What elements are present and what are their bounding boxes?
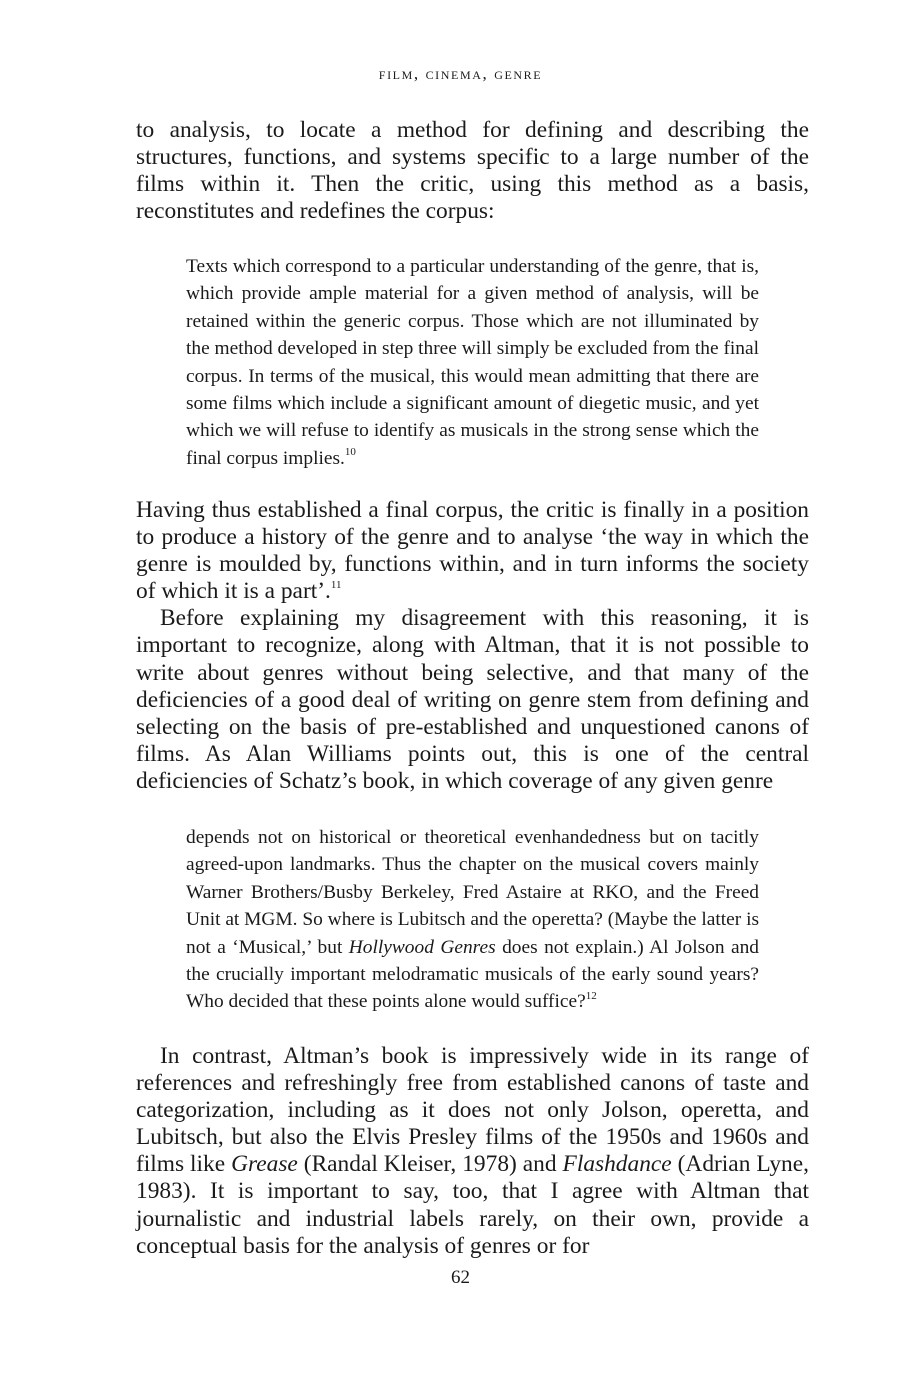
book-title-italic: Hollywood Genres bbox=[348, 936, 496, 958]
paragraph-text-end: (Adrian Lyne, 1983). It is important to say, too, that I agree with Altman that journalistic and industrial labels rarely, on their own, provide a conceptual basis for the analysis of genres or for bbox=[136, 1151, 809, 1259]
block-quote-williams bbox=[186, 824, 759, 1016]
paragraph-contrast bbox=[136, 1043, 809, 1260]
block-quote-altman bbox=[186, 253, 759, 472]
film-title-flashdance: Flashdance bbox=[562, 1151, 672, 1178]
footnote-ref-10: 10 bbox=[344, 446, 356, 459]
page-number: 62 bbox=[451, 1267, 470, 1288]
paragraph-text: In contrast, Altman’s book is impressively wide in its range of references and refreshingly free from established canons of taste and categorization, including as it does not only Jolson, operetta, and Lubitsch, but also the Elvis Presley films of the 1950s and 1960s and films like bbox=[136, 1043, 809, 1178]
paragraph-text: Having thus established a final corpus, the critic is finally in a position to produce a history of the genre and to analyse ‘the way in which the genre is moulded by, functions within, and in turn informs the society of which it is a part’. bbox=[136, 497, 809, 605]
block-quote-text-cont: does not explain.) Al Jolson and the crucially important melodramatic musicals of the early sound years? Who decided that these points alone would suffice? bbox=[186, 936, 759, 1013]
block-quote-text: Texts which correspond to a particular understanding of the genre, that is, which provide ample material for a given method of analysis, will be retained within the generic corpus. Those which are not illuminated by the method developed in step three will simply be excluded from the final corpus. In terms of the musical, this would mean admitting that there are some films which include a significant amount of diegetic music, and yet which we will refuse to identify as musicals in the strong sense which the final corpus implies. bbox=[186, 256, 759, 469]
paragraph-final-corpus bbox=[136, 497, 809, 795]
paragraph-text: to analysis, to locate a method for defining and describing the structures, functions, and systems specific to a large number of the films within it. Then the critic, using this method as a basis, reconstitutes and redefines the corpus: bbox=[136, 117, 809, 225]
footnote-ref-11: 11 bbox=[330, 579, 342, 592]
running-head: film, cinema, genre bbox=[378, 64, 543, 83]
paragraph-disagreement: Before explaining my disagreement with this reasoning, it is important to recognize, along with Altman, that it is not possible to write about genres without being selective, and that many of the deficiencies of a good deal of writing on genre stem from defining and selecting on the basis of pre-established and unquestioned canons of films. As Alan Williams points out, this is one of the central deficiencies of Schatz’s book, in which coverage of any given genre bbox=[136, 605, 809, 794]
film-title-grease: Grease bbox=[231, 1151, 298, 1178]
block-quote-text: depends not on historical or theoretical evenhandedness but on tacitly agreed-upon landmarks. Thus the chapter on the musical covers mainly Warner Brothers/Busby Berkeley, Fred Astaire at RKO, and the Freed Unit at MGM. So where is Lubitsch and the operetta? (Maybe the latter is not a ‘Musical,’ but bbox=[186, 827, 759, 958]
paragraph-intro bbox=[136, 117, 809, 225]
footnote-ref-12: 12 bbox=[585, 989, 597, 1002]
paragraph-text-cont: (Randal Kleiser, 1978) and bbox=[297, 1151, 563, 1178]
